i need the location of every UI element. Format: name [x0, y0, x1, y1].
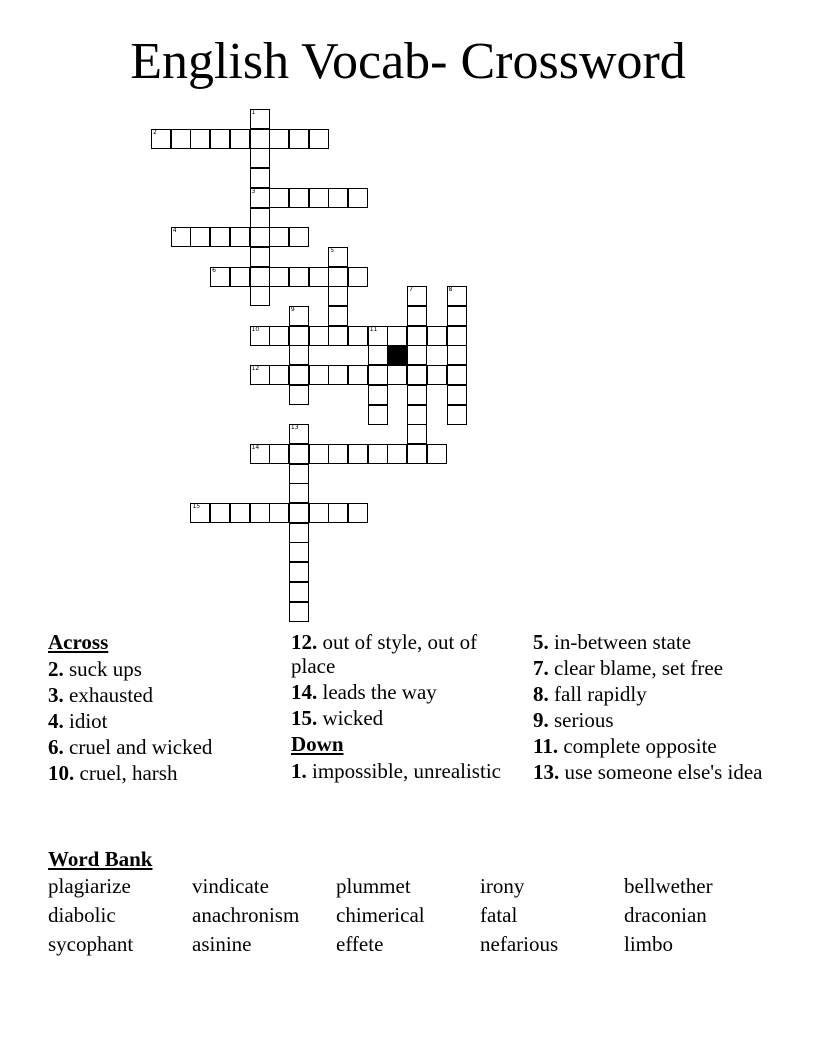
crossword-black-cell — [387, 345, 407, 365]
crossword-cell[interactable] — [289, 129, 309, 149]
clue-down-11: 11. complete opposite — [533, 734, 717, 758]
clues-column-2 — [291, 630, 526, 785]
clue-number: 12 — [251, 365, 260, 373]
clue-number: 6 — [212, 266, 216, 274]
word-bank-item: diabolic — [48, 903, 116, 927]
clues-column-3 — [533, 630, 765, 786]
crossword-cell[interactable] — [328, 188, 348, 208]
crossword-cell[interactable] — [309, 365, 329, 385]
clue-across-14: 14. leads the way — [291, 680, 437, 704]
word-bank-title: Word Bank — [48, 847, 153, 871]
clue-across-2: 2. suck ups — [48, 657, 142, 681]
crossword-cell[interactable] — [151, 129, 171, 149]
clue-across-10: 10. cruel, harsh — [48, 761, 178, 785]
crossword-cell[interactable] — [407, 365, 427, 385]
crossword-cell[interactable] — [250, 129, 270, 149]
crossword-cell[interactable] — [289, 582, 309, 602]
crossword-cell[interactable] — [230, 227, 250, 247]
crossword-cell[interactable] — [328, 365, 348, 385]
clue-number: 15 — [192, 503, 201, 510]
crossword-cell[interactable] — [427, 326, 447, 346]
clue-number: 2 — [153, 128, 157, 136]
crossword-cell[interactable] — [289, 562, 309, 582]
crossword-cell[interactable] — [407, 385, 427, 405]
word-bank — [48, 873, 768, 957]
crossword-cell[interactable] — [368, 405, 388, 425]
crossword-cell[interactable] — [289, 483, 309, 503]
crossword-cell[interactable] — [269, 503, 289, 523]
crossword-cell[interactable] — [269, 444, 289, 464]
crossword-cell[interactable] — [289, 523, 309, 543]
crossword-cell[interactable] — [171, 227, 191, 247]
clue-across-4: 4. idiot — [48, 709, 108, 733]
crossword-cell[interactable] — [348, 267, 368, 287]
crossword-cell[interactable] — [250, 247, 270, 267]
crossword-cell[interactable] — [447, 326, 467, 346]
crossword-cell[interactable] — [250, 109, 270, 129]
crossword-cell[interactable] — [407, 444, 427, 464]
crossword-cell[interactable] — [328, 326, 348, 346]
crossword-cell[interactable] — [309, 129, 329, 149]
clue-number: 10 — [251, 325, 260, 333]
crossword-cell[interactable] — [387, 326, 407, 346]
crossword-cell[interactable] — [447, 385, 467, 405]
crossword-cell[interactable] — [210, 267, 230, 287]
crossword-cell[interactable] — [348, 188, 368, 208]
crossword-cell[interactable] — [407, 405, 427, 425]
crossword-cell[interactable] — [447, 306, 467, 326]
crossword-cell[interactable] — [230, 129, 250, 149]
word-bank-item: anachronism — [192, 903, 300, 927]
word-bank-item: effete — [336, 932, 384, 956]
crossword-cell[interactable] — [289, 267, 309, 287]
crossword-cell[interactable] — [348, 365, 368, 385]
crossword-cell[interactable] — [289, 326, 309, 346]
crossword-cell[interactable] — [289, 602, 309, 622]
crossword-cell[interactable] — [289, 385, 309, 405]
crossword-cell[interactable] — [289, 424, 309, 444]
crossword-cell[interactable] — [250, 208, 270, 228]
crossword-cell[interactable] — [328, 247, 348, 267]
word-bank-item: fatal — [480, 903, 518, 927]
crossword-cell[interactable] — [210, 129, 230, 149]
crossword-cell[interactable] — [250, 188, 270, 208]
crossword-cell[interactable] — [328, 306, 348, 326]
crossword-cell[interactable] — [289, 345, 309, 365]
clue-number: 9 — [290, 306, 295, 313]
crossword-cell[interactable] — [309, 188, 329, 208]
clue-down-1: 1. impossible, unrealistic — [291, 759, 501, 783]
crossword-cell[interactable] — [230, 503, 250, 523]
word-bank-item: irony — [480, 874, 525, 898]
crossword-cell[interactable] — [368, 365, 388, 385]
clue-number: 11 — [369, 325, 378, 333]
word-bank-item: plagiarize — [48, 874, 131, 898]
word-bank-item: limbo — [624, 932, 674, 956]
crossword-cell[interactable] — [210, 227, 230, 247]
word-bank-item: plummet — [336, 874, 411, 898]
crossword-cell[interactable] — [190, 227, 210, 247]
clue-number: 8 — [448, 286, 453, 294]
across-heading: Across — [48, 630, 109, 654]
crossword-cell[interactable] — [250, 503, 270, 523]
crossword-cell[interactable] — [447, 345, 467, 365]
word-bank-item: nefarious — [480, 932, 559, 956]
crossword-cell[interactable] — [269, 188, 289, 208]
crossword-cell[interactable] — [269, 326, 289, 346]
clue-down-5: 5. in-between state — [533, 630, 692, 654]
word-bank-item: asinine — [192, 932, 252, 956]
crossword-cell[interactable] — [289, 365, 309, 385]
crossword-cell[interactable] — [447, 286, 467, 306]
crossword-cell[interactable] — [328, 267, 348, 287]
crossword-cell[interactable] — [368, 444, 388, 464]
clue-down-8: 8. fall rapidly — [533, 682, 647, 706]
clue-down-13: 13. use someone else's idea — [533, 760, 763, 784]
crossword-cell[interactable] — [250, 365, 270, 385]
crossword-cell[interactable] — [190, 503, 210, 523]
crossword-cell[interactable] — [269, 227, 289, 247]
crossword-cell[interactable] — [289, 188, 309, 208]
crossword-cell[interactable] — [269, 365, 289, 385]
clue-across-6: 6. cruel and wicked — [48, 735, 213, 759]
clue-down-7: 7. clear blame, set free — [533, 656, 724, 680]
word-bank-item: draconian — [624, 903, 707, 927]
crossword-cell[interactable] — [387, 444, 407, 464]
crossword-cell[interactable] — [427, 365, 447, 385]
crossword-cell[interactable] — [289, 306, 309, 326]
crossword-cell[interactable] — [368, 385, 388, 405]
clue-number: 5 — [330, 246, 335, 254]
crossword-cell[interactable] — [250, 444, 270, 464]
crossword-cell[interactable] — [309, 267, 329, 287]
clue-across-3: 3. exhausted — [48, 683, 153, 707]
clue-number: 3 — [251, 187, 256, 195]
word-bank-item: bellwether — [624, 874, 713, 898]
crossword-cell[interactable] — [269, 129, 289, 149]
clue-across-15: 15. wicked — [291, 706, 384, 730]
crossword-cell[interactable] — [368, 326, 388, 346]
crossword-cell[interactable] — [427, 444, 447, 464]
crossword-cell[interactable] — [289, 542, 309, 562]
crossword-cell[interactable] — [447, 365, 467, 385]
crossword-cell[interactable] — [348, 326, 368, 346]
crossword-cell[interactable] — [309, 326, 329, 346]
crossword-cell[interactable] — [447, 405, 467, 425]
word-bank-item: sycophant — [48, 932, 134, 956]
crossword-cell[interactable] — [348, 503, 368, 523]
crossword-cell[interactable] — [190, 129, 210, 149]
crossword-cell[interactable] — [289, 464, 309, 484]
crossword-cell[interactable] — [289, 444, 309, 464]
word-bank-item: chimerical — [336, 903, 425, 927]
clue-number: 13 — [290, 424, 299, 432]
crossword-cell[interactable] — [210, 503, 230, 523]
word-bank-item: vindicate — [192, 874, 269, 898]
crossword-cell[interactable] — [387, 365, 407, 385]
crossword-cell[interactable] — [407, 424, 427, 444]
crossword-cell[interactable] — [289, 503, 309, 523]
crossword-cell[interactable] — [407, 326, 427, 346]
crossword-cell[interactable] — [250, 267, 270, 287]
clue-number: 4 — [172, 227, 177, 235]
crossword-cell[interactable] — [407, 345, 427, 365]
down-heading: Down — [291, 732, 344, 756]
crossword-cell[interactable] — [309, 444, 329, 464]
clue-across-12: 12. out of style, out of place — [291, 630, 478, 678]
crossword-cell[interactable] — [230, 267, 250, 287]
crossword-cell[interactable] — [289, 227, 309, 247]
crossword-cell[interactable] — [328, 503, 348, 523]
crossword-cell[interactable] — [368, 345, 388, 365]
clue-down-9: 9. serious — [533, 708, 614, 732]
clues-column-1 — [48, 630, 283, 787]
crossword-cell[interactable] — [407, 286, 427, 306]
clue-number: 7 — [409, 286, 413, 294]
crossword-cell[interactable] — [269, 267, 289, 287]
crossword-cell[interactable] — [407, 306, 427, 326]
page-title: English Vocab- Crossword — [130, 33, 686, 90]
crossword-cell[interactable] — [171, 129, 191, 149]
crossword-cell[interactable] — [250, 148, 270, 168]
crossword-cell[interactable] — [250, 326, 270, 346]
crossword-cell[interactable] — [328, 286, 348, 306]
clue-number: 14 — [251, 443, 260, 451]
crossword-cell[interactable] — [348, 444, 368, 464]
crossword-cell[interactable] — [328, 444, 348, 464]
crossword-cell[interactable] — [309, 503, 329, 523]
clue-number: 1 — [251, 109, 256, 116]
crossword-cell[interactable] — [250, 286, 270, 306]
crossword-cell[interactable] — [250, 168, 270, 188]
crossword-cell[interactable] — [250, 227, 270, 247]
